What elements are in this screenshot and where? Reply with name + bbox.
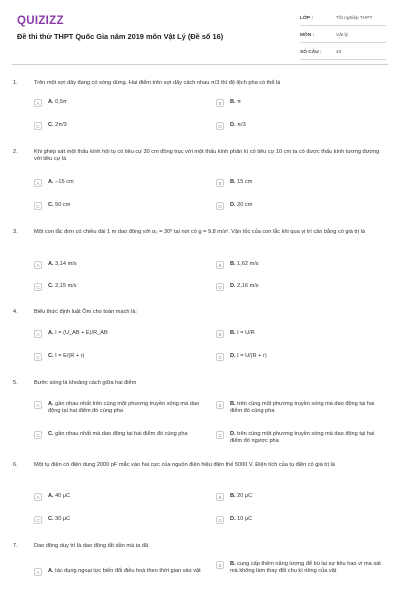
option-text: 30 μC [55, 516, 71, 522]
option-letter: D [216, 122, 224, 130]
question-text: Dao động duy trì là dao động tắt dần mà ta đã [34, 543, 149, 549]
option-text: gần nhau nhất mà dao động tại hai điểm đó cùng pha [55, 431, 188, 437]
meta-value: Tốt nghiệp THPT [336, 16, 373, 21]
option-letter: C [34, 431, 42, 439]
option-text: 2,15 m/s [55, 283, 77, 289]
question-number: 2. [13, 149, 18, 155]
option-prefix: D. [230, 353, 236, 359]
option-prefix: C. [48, 516, 54, 522]
option-letter: B [216, 330, 224, 338]
option-c[interactable] [34, 353, 204, 361]
option-text: 2,16 m/s [237, 283, 259, 289]
option-text: tác dụng ngoại lực biến đổi điều hoà theo thời gian vào vật [55, 568, 201, 574]
option-prefix: B. [230, 99, 236, 105]
question-number: 7. [13, 543, 18, 549]
option-prefix: D. [230, 122, 236, 128]
option-letter: D [216, 431, 224, 439]
meta-label: LỚP : [300, 16, 314, 21]
option-text: cung cấp thêm năng lượng để bù lại sự tiêu hao vì ma sát mà không làm thay đổi chu kì riêng của vật [230, 561, 381, 575]
question-number: 1. [13, 80, 18, 86]
option-b[interactable] [216, 330, 386, 338]
option-b[interactable] [216, 261, 386, 269]
option-prefix: C. [48, 283, 54, 289]
option-prefix: A. [48, 568, 54, 574]
question-text: Trên một sợi dây đang có sóng dừng. Hai điểm trên sợi dây cách nhau π/3 thì độ lệch pha có thể là [34, 80, 281, 86]
option-letter: C [34, 122, 42, 130]
meta-row-class [300, 12, 386, 26]
option-text: I = U/(R + r) [237, 353, 267, 359]
option-letter: A [34, 568, 42, 576]
meta-value: 40 [336, 50, 342, 55]
option-letter: A [34, 179, 42, 187]
option-d[interactable] [216, 283, 386, 291]
meta-row-count [300, 46, 386, 60]
option-letter: A [34, 261, 42, 269]
option-prefix: C. [48, 202, 54, 208]
option-letter: B [216, 179, 224, 187]
option-prefix: B. [230, 261, 236, 267]
option-letter: C [34, 202, 42, 210]
option-text: 50 cm [55, 202, 71, 208]
option-letter: B [216, 99, 224, 107]
option-letter: A [34, 330, 42, 338]
option-text: 10 μC [237, 516, 253, 522]
question-text: Biểu thức định luật Ôm cho toàn mạch là: [34, 309, 137, 315]
option-text: I = (U_AB + E)/R_AB [55, 330, 108, 336]
option-b[interactable] [216, 179, 386, 187]
option-letter: A [34, 493, 42, 501]
option-c[interactable] [34, 122, 204, 130]
question-number: 5. [13, 380, 18, 386]
option-c[interactable] [34, 431, 204, 439]
option-prefix: C. [48, 353, 54, 359]
option-d[interactable] [216, 202, 386, 210]
option-text: 40 μC [55, 493, 71, 499]
option-a[interactable] [34, 493, 204, 501]
option-b[interactable] [216, 401, 386, 415]
option-text: −15 cm [55, 179, 74, 185]
worksheet-title: Đề thi thử THPT Quốc Gia năm 2019 môn Vật Lý (Đề số 16) [17, 32, 224, 41]
option-a[interactable] [34, 330, 204, 338]
option-text: trên cùng một phương truyền sóng mà dao động tại hai điểm đó cùng pha [230, 401, 375, 415]
meta-label: MÔN : [300, 33, 315, 38]
option-prefix: B. [230, 330, 236, 336]
option-prefix: D. [230, 516, 236, 522]
option-letter: B [216, 401, 224, 409]
option-prefix: B. [230, 401, 236, 407]
option-letter: D [216, 353, 224, 361]
option-letter: C [34, 516, 42, 524]
option-prefix: D. [230, 283, 236, 289]
meta-row-subject [300, 29, 386, 43]
option-d[interactable] [216, 353, 386, 361]
option-d[interactable] [216, 122, 386, 130]
question-text: Bước sóng là khoảng cách giữa hai điểm [34, 380, 137, 386]
option-text: gần nhau nhất trên cùng một phương truyền sóng mà dao động tại hai điểm đó cùng pha [48, 401, 200, 415]
option-text: I = E/(R + r) [55, 353, 85, 359]
option-b[interactable] [216, 561, 386, 575]
question-text: Một tụ điện có điện dung 2000 pF mắc vào hai cực của nguồn điện hiệu điện thế 5000 V. Điện tích của tụ điện có giá trị là [34, 462, 335, 468]
question-text: Một con lắc đơn có chiều dài 1 m dao động với α₀ = 30⁰ tại nơi có g = 9,8 m/s². Vận tốc của con lắc khi qua vị trí cân bằng có giá trị là [34, 229, 365, 235]
option-letter: C [34, 353, 42, 361]
meta-value: Vật lý [336, 33, 348, 38]
question-number: 4. [13, 309, 18, 315]
meta-label: SỐ CÂU : [300, 50, 322, 55]
option-text: π [237, 99, 242, 105]
option-text: I = U/R [237, 330, 255, 336]
option-c[interactable] [34, 202, 204, 210]
option-c[interactable] [34, 516, 204, 524]
option-d[interactable] [216, 516, 386, 524]
option-text: 20 μC [237, 493, 253, 499]
option-prefix: B. [230, 493, 236, 499]
question-number: 6. [13, 462, 18, 468]
option-prefix: D. [230, 431, 236, 437]
option-letter: D [216, 202, 224, 210]
option-prefix: A. [48, 261, 54, 267]
option-text: 15 cm [237, 179, 253, 185]
option-letter: B [216, 493, 224, 501]
option-letter: A [34, 99, 42, 107]
option-letter: D [216, 516, 224, 524]
option-prefix: A. [48, 330, 54, 336]
option-letter: A [34, 401, 42, 409]
question-text: Khi ghép sát một thấu kính hội tụ có tiêu cự 30 cm đồng trục với một thấu kính phân kì có tiêu cự 10 cm ta có được thấu kính tương đương với tiêu cự là [34, 149, 380, 163]
option-prefix: C. [48, 431, 54, 437]
option-prefix: B. [230, 179, 236, 185]
option-a[interactable] [34, 179, 204, 187]
option-prefix: C. [48, 122, 54, 128]
option-a[interactable] [34, 99, 204, 107]
option-text: 2π/3 [55, 122, 67, 128]
option-text: 1,62 m/s [237, 261, 259, 267]
option-a[interactable] [34, 401, 204, 415]
option-a[interactable] [34, 568, 204, 576]
option-prefix: A. [48, 493, 54, 499]
worksheet-meta [300, 12, 386, 63]
header-divider [12, 64, 388, 65]
option-text: trên cùng một phương truyền sóng mà dao động tại hai điểm đó ngược pha [230, 431, 375, 445]
option-prefix: D. [230, 202, 236, 208]
option-text: 20 cm [237, 202, 253, 208]
option-d[interactable] [216, 431, 386, 445]
option-prefix: A. [48, 179, 54, 185]
option-a[interactable] [34, 261, 204, 269]
quizizz-logo: QUIZIZZ [17, 15, 64, 27]
option-prefix: A. [48, 401, 54, 407]
option-letter: B [216, 561, 224, 569]
option-prefix: B. [230, 561, 236, 567]
option-letter: D [216, 283, 224, 291]
option-text: 0,5π [55, 99, 67, 105]
option-b[interactable] [216, 99, 386, 107]
option-letter: B [216, 261, 224, 269]
option-c[interactable] [34, 283, 204, 291]
option-text: π/3 [237, 122, 246, 128]
option-letter: C [34, 283, 42, 291]
option-prefix: A. [48, 99, 54, 105]
option-b[interactable] [216, 493, 386, 501]
question-number: 3. [13, 229, 18, 235]
option-text: 3,14 m/s [55, 261, 77, 267]
